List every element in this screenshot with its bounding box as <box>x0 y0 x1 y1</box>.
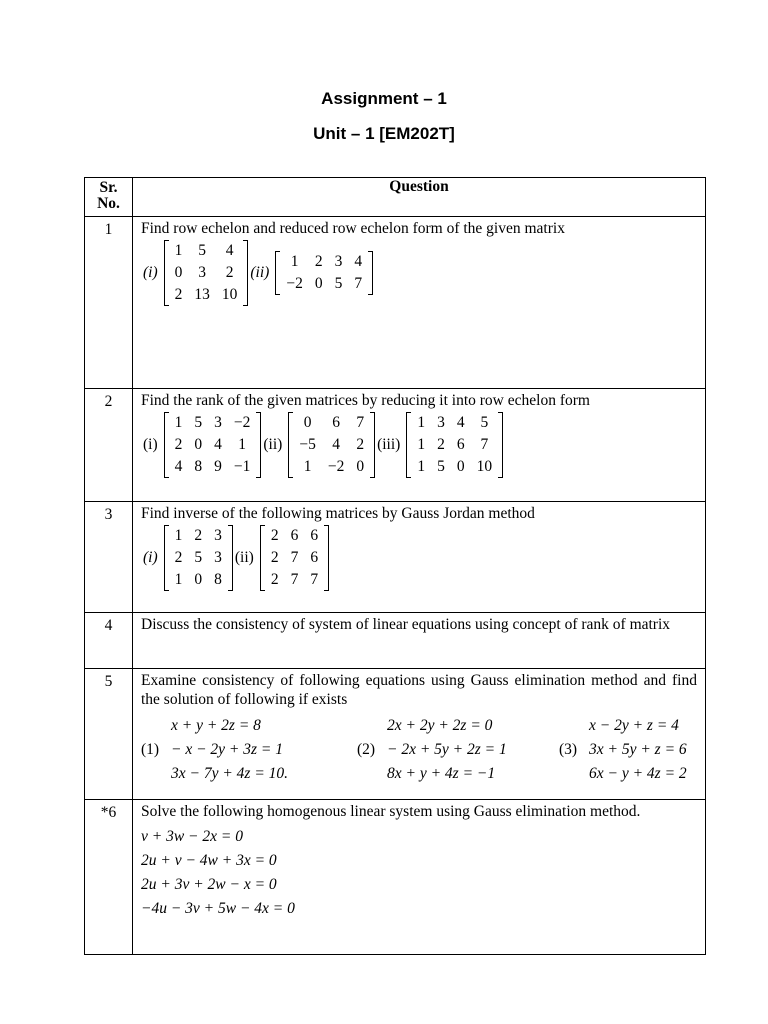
matrix-entry: 2 <box>356 436 365 453</box>
matrix-entry: 2 <box>194 527 203 544</box>
matrix-entry: 4 <box>214 436 222 453</box>
matrix-entry: 6 <box>310 527 319 544</box>
matrix-entry: 1 <box>174 527 183 544</box>
matrix-entry: 7 <box>290 549 299 566</box>
equation: x + y + 2z = 8 <box>171 717 261 734</box>
matrix-entry: 5 <box>198 242 207 259</box>
question-number: 1 <box>85 217 133 389</box>
matrix-entry: 10 <box>221 286 238 303</box>
question-text: Find the rank of the given matrices by reducing it into row echelon form <box>141 392 590 409</box>
matrix-entry: 9 <box>214 458 222 475</box>
matrix-entry: 0 <box>174 264 183 281</box>
matrix-entry: 3 <box>214 549 222 566</box>
equation: v + 3w − 2x = 0 <box>141 828 243 845</box>
matrix <box>164 240 249 306</box>
table-row <box>85 389 706 502</box>
matrix-entry: 0 <box>194 436 203 453</box>
matrix-row <box>141 240 697 306</box>
matrix-entry: 7 <box>290 571 299 588</box>
matrix-entry: 13 <box>194 286 210 303</box>
system-label: (2) <box>357 741 376 758</box>
matrix-entry: −5 <box>299 436 316 453</box>
question-text: Find inverse of the following matrices by Gauss Jordan method <box>141 505 535 522</box>
equation: − 2x + 5y + 2z = 1 <box>387 741 507 758</box>
matrix-entry: 7 <box>310 571 319 588</box>
question-table <box>84 177 706 955</box>
question-cell <box>133 502 706 613</box>
system-label: (1) <box>141 741 160 758</box>
matrix-entry: 5 <box>194 549 203 566</box>
table-header-row <box>85 178 706 217</box>
matrix <box>275 251 373 295</box>
matrix-entry: 4 <box>332 436 340 453</box>
question-text: Solve the following homogenous linear system using Gauss elimination method. <box>141 803 641 820</box>
matrix-entry: 2 <box>225 264 234 281</box>
question-number: 3 <box>85 502 133 613</box>
matrix-entry: 1 <box>174 571 183 588</box>
matrix-entry: 3 <box>214 527 222 544</box>
equation: − x − 2y + 3z = 1 <box>171 741 284 758</box>
matrix-entry: 6 <box>310 549 319 566</box>
matrix-entry: 1 <box>417 414 426 431</box>
matrix-row <box>141 412 697 478</box>
matrix-entry: 5 <box>194 414 203 431</box>
matrix-entry: 4 <box>174 458 183 475</box>
matrix-entry: 7 <box>480 436 489 453</box>
equation: −4u − 3v + 5w − 4x = 0 <box>141 900 295 917</box>
question-number: 4 <box>85 613 133 669</box>
matrix-entry: 1 <box>303 458 312 475</box>
matrix-entry: 4 <box>225 242 234 259</box>
matrix <box>164 525 233 591</box>
matrix-entry: 1 <box>417 458 426 475</box>
matrix <box>260 525 329 591</box>
header-question: Question <box>133 178 706 217</box>
equation-systems <box>141 715 697 785</box>
matrix-entry: 7 <box>356 414 365 431</box>
matrix-entry: 10 <box>476 458 493 475</box>
question-number: 5 <box>85 669 133 800</box>
matrix <box>406 412 503 478</box>
equation: 6x − y + 4z = 2 <box>589 765 687 782</box>
matrix-entry: 3 <box>214 414 222 431</box>
matrix-entry: 4 <box>456 414 465 431</box>
matrix-entry: 1 <box>417 436 426 453</box>
matrix-entry: 5 <box>437 458 445 475</box>
part-label: (i) <box>143 436 158 453</box>
matrix-entry: 0 <box>303 414 312 431</box>
question-number: *6 <box>85 800 133 955</box>
question-cell <box>133 389 706 502</box>
matrix-entry: 6 <box>290 527 299 544</box>
matrix-entry: 2 <box>174 286 183 303</box>
matrix-entry: 1 <box>174 242 183 259</box>
equation-list <box>141 825 697 921</box>
unit-subtitle: Unit – 1 [EM202T] <box>313 124 455 143</box>
matrix-entry: 2 <box>270 549 279 566</box>
table-row <box>85 502 706 613</box>
question-text: Find row echelon and reduced row echelon form of the given matrix <box>141 220 565 237</box>
matrix <box>288 412 375 478</box>
question-cell <box>133 217 706 389</box>
matrix-entry: 0 <box>356 458 365 475</box>
matrix-entry: 4 <box>354 253 363 270</box>
matrix-entry: 0 <box>314 275 323 292</box>
matrix-entry: 2 <box>174 549 183 566</box>
matrix-entry: 8 <box>214 571 222 588</box>
matrix-entry: 3 <box>198 264 207 281</box>
part-label: (i) <box>143 264 158 281</box>
matrix-entry: 7 <box>354 275 363 292</box>
part-label: (ii) <box>250 264 270 281</box>
question-cell <box>133 800 706 955</box>
part-label: (i) <box>143 549 158 566</box>
matrix <box>164 412 262 478</box>
question-text: Examine consistency of following equations using Gauss elimination method and find the solution of following if exists <box>141 672 697 708</box>
question-text: Discuss the consistency of system of linear equations using concept of rank of matrix <box>141 616 671 633</box>
matrix-entry: 2 <box>270 527 279 544</box>
matrix-entry: 2 <box>437 436 445 453</box>
table-row <box>85 217 706 389</box>
matrix-entry: 3 <box>334 253 343 270</box>
matrix-entry: 2 <box>174 436 183 453</box>
matrix-entry: −2 <box>233 414 251 431</box>
question-number: 2 <box>85 389 133 502</box>
equation: 3x − 7y + 4z = 10. <box>171 765 289 782</box>
matrix-entry: 2 <box>270 571 279 588</box>
equation: 8x + y + 4z = −1 <box>387 765 496 782</box>
matrix-entry: 0 <box>456 458 465 475</box>
matrix-entry: 3 <box>437 414 445 431</box>
matrix-entry: 6 <box>332 414 340 431</box>
matrix-entry: 2 <box>314 253 323 270</box>
matrix-entry: 1 <box>238 436 247 453</box>
matrix-entry: 6 <box>456 436 465 453</box>
matrix-entry: 8 <box>194 458 203 475</box>
part-label: (ii) <box>263 436 283 453</box>
matrix-entry: 0 <box>194 571 203 588</box>
part-label: (iii) <box>377 436 401 453</box>
equation: 2u + v − 4w + 3x = 0 <box>141 852 277 869</box>
matrix-row <box>141 525 697 591</box>
equation: x − 2y + z = 4 <box>589 717 679 734</box>
header-sr-line1: Sr. <box>99 179 118 196</box>
part-label: (ii) <box>234 549 254 566</box>
matrix-entry: 1 <box>290 253 299 270</box>
table-row <box>85 800 706 955</box>
header-sr-no <box>85 178 133 217</box>
equation: 2x + 2y + 2z = 0 <box>387 717 493 734</box>
system-label: (3) <box>559 741 578 758</box>
matrix-entry: 1 <box>174 414 183 431</box>
matrix-entry: 5 <box>480 414 489 431</box>
question-cell <box>133 613 706 669</box>
matrix-entry: 5 <box>334 275 343 292</box>
matrix-entry: −1 <box>233 458 251 475</box>
assignment-title: Assignment – 1 <box>321 89 447 108</box>
matrix-entry: −2 <box>286 275 303 292</box>
question-cell <box>133 669 706 800</box>
table-row <box>85 613 706 669</box>
equation: 2u + 3v + 2w − x = 0 <box>141 876 277 893</box>
equation: 3x + 5y + z = 6 <box>589 741 687 758</box>
matrix-entry: −2 <box>327 458 345 475</box>
table-row <box>85 669 706 800</box>
header-sr-line2: No. <box>97 195 120 212</box>
